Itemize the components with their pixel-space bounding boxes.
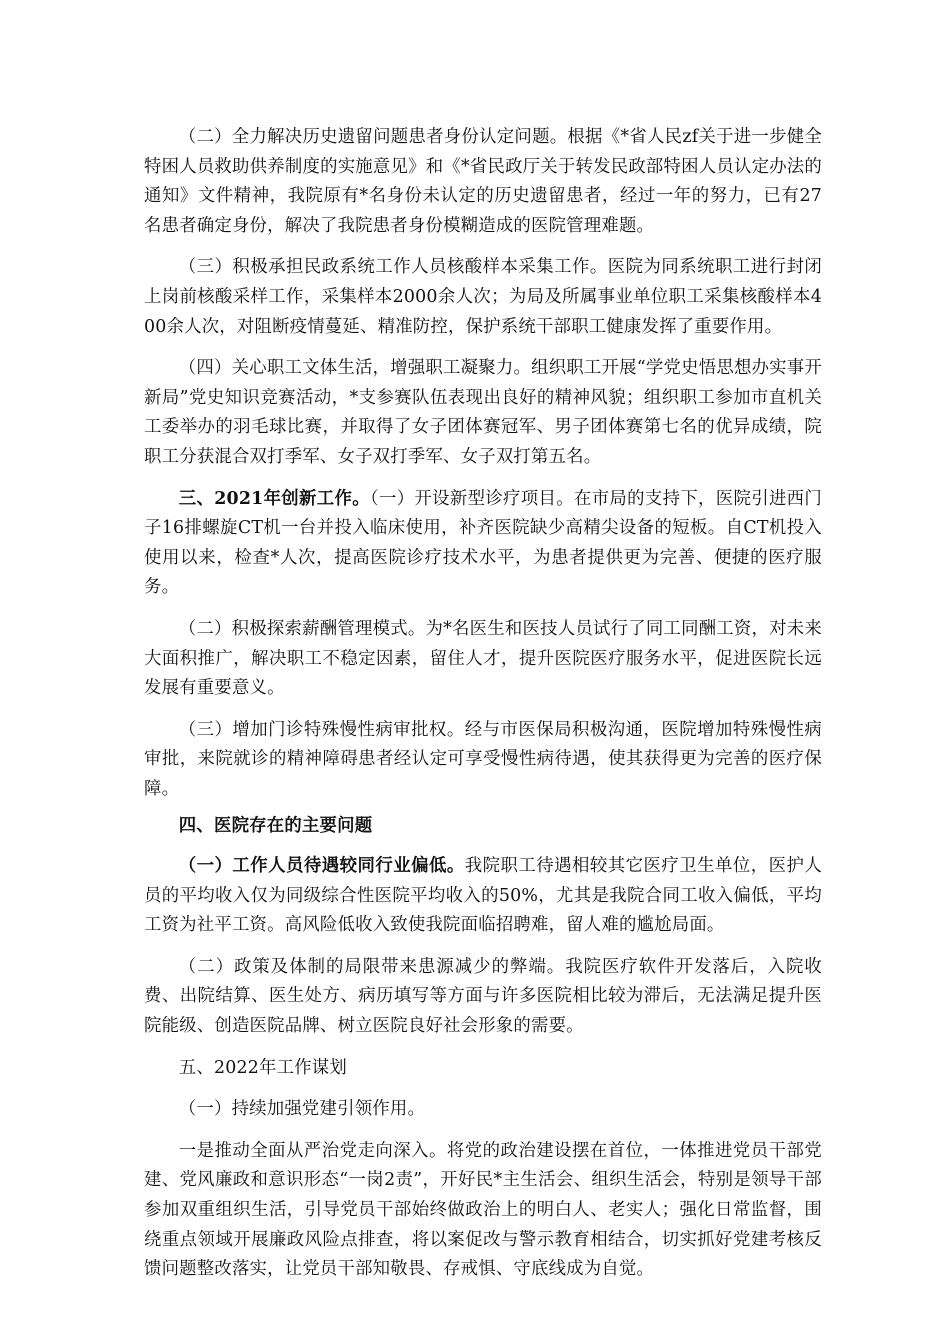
paragraph-salary-model: [144, 615, 822, 704]
paragraph-identity-recognition: [144, 123, 822, 241]
paragraph-low-pay: [144, 852, 822, 941]
paragraph-text: （三）增加门诊特殊慢性病审批权。经与市医保局积极沟通，医院增加特殊慢性病审批，来院就诊的精神障碍患者经认定可享受慢性病待遇，使其获得更为完善的医疗保障。: [144, 719, 822, 799]
paragraph-policy-limits: [144, 953, 822, 1042]
paragraph-innovation-2021: [144, 485, 822, 603]
paragraph-text: （一）持续加强党建引领作用。: [178, 1099, 426, 1120]
section-heading-plan-2022: [144, 1054, 822, 1084]
paragraph-text: 五、2022年工作谋划: [178, 1057, 347, 1078]
section-heading-main-problems: [144, 812, 822, 842]
section-heading: 四、医院存在的主要问题: [178, 816, 373, 837]
paragraph-text: （三）积极承担民政系统工作人员核酸样本采集工作。医院为同系统职工进行封闭上岗前核酸采样工作，采集样本2000余人次；为局及所属事业单位职工采集核酸样本400余人次，对阻断疫情蔓延、精准防控，保护系统干部职工健康发挥了重要作用。: [144, 257, 822, 337]
subsection-party-building: [144, 1095, 822, 1125]
paragraph-text: （二）政策及体制的局限带来患源减少的弊端。我院医疗软件开发落后，入院收费、出院结算、医生处方、病历填写等方面与许多医院相比较为滞后，无法满足提升医院能级、创造医院品牌、树立医院良好社会形象的需要。: [144, 956, 822, 1037]
section-heading: 三、2021年创新工作。: [178, 488, 370, 509]
paragraph-staff-activities: [144, 354, 822, 472]
paragraph-nucleic-acid-sampling: [144, 253, 822, 342]
paragraph-text: （二）全力解决历史遗留问题患者身份认定问题。根据《*省人民zf关于进一步健全特困人员救助供养制度的实施意见》和《*省民政厅关于转发民政部特困人员认定办法的通知》文件精神，我院原有*名身份未认定的历史遗留患者，经过一年的努力，已有27名患者确定身份，解决了我院患者身份模糊造成的医院管理难题。: [144, 127, 822, 236]
paragraph-chronic-disease-approval: [144, 716, 822, 805]
paragraph-text: （一）开设新型诊疗项目。在市局的支持下，医院引进西门子16排螺旋CT机一台并投入临床使用，补齐医院缺少高精尖设备的短板。自CT机投入使用以来，检查*人次，提高医院诊疗技术水平，为患者提供更为完善、便捷的医疗服务。: [144, 488, 822, 598]
paragraph-text: 一是推动全面从严治党走向深入。将党的政治建设摆在首位，一体推进党员干部党建、党风廉政和意识形态“一岗2责”，开好民*主生活会、组织生活会，特别是领导干部参加双重组织生活，引导党员干部始终做政治上的明白人、老实人；强化日常监督，围绕重点领域开展廉政风险点排查，将以案促改与警示教育相结合，切实抓好党建考核反馈问题整改落实，让党员干部知敬畏、存戒惧、守底线成为自觉。: [144, 1140, 822, 1280]
paragraph-text: （四）关心职工文体生活，增强职工凝聚力。组织职工开展“学党史悟思想办实事开新局”党史知识竞赛活动，*支参赛队伍表现出良好的精神风貌；组织职工参加市直机关工委举办的羽毛球比赛，并取得了女子团体赛冠军、男子团体赛第七名的优异成绩，院职工分获混合双打季军、女子双打季军、女子双打第五名。: [144, 358, 822, 467]
paragraph-text: 我院职工待遇相较其它医疗卫生单位，医护人员的平均收入仅为同级综合性医院平均收入的50%，尤其是我院合同工收入偏低，平均工资为社平工资。高风险低收入致使我院面临招聘难，留人难的尴尬局面。: [144, 856, 822, 936]
paragraph-strict-governance: [144, 1137, 822, 1285]
paragraph-text: （二）积极探索薪酬管理模式。为*名医生和医技人员试行了同工同酬工资，对未来大面积推广，解决职工不稳定因素，留住人才，提升医院医疗服务水平，促进医院长远发展有重要意义。: [144, 618, 822, 699]
subsection-heading: （一）工作人员待遇较同行业偏低。: [178, 856, 465, 877]
